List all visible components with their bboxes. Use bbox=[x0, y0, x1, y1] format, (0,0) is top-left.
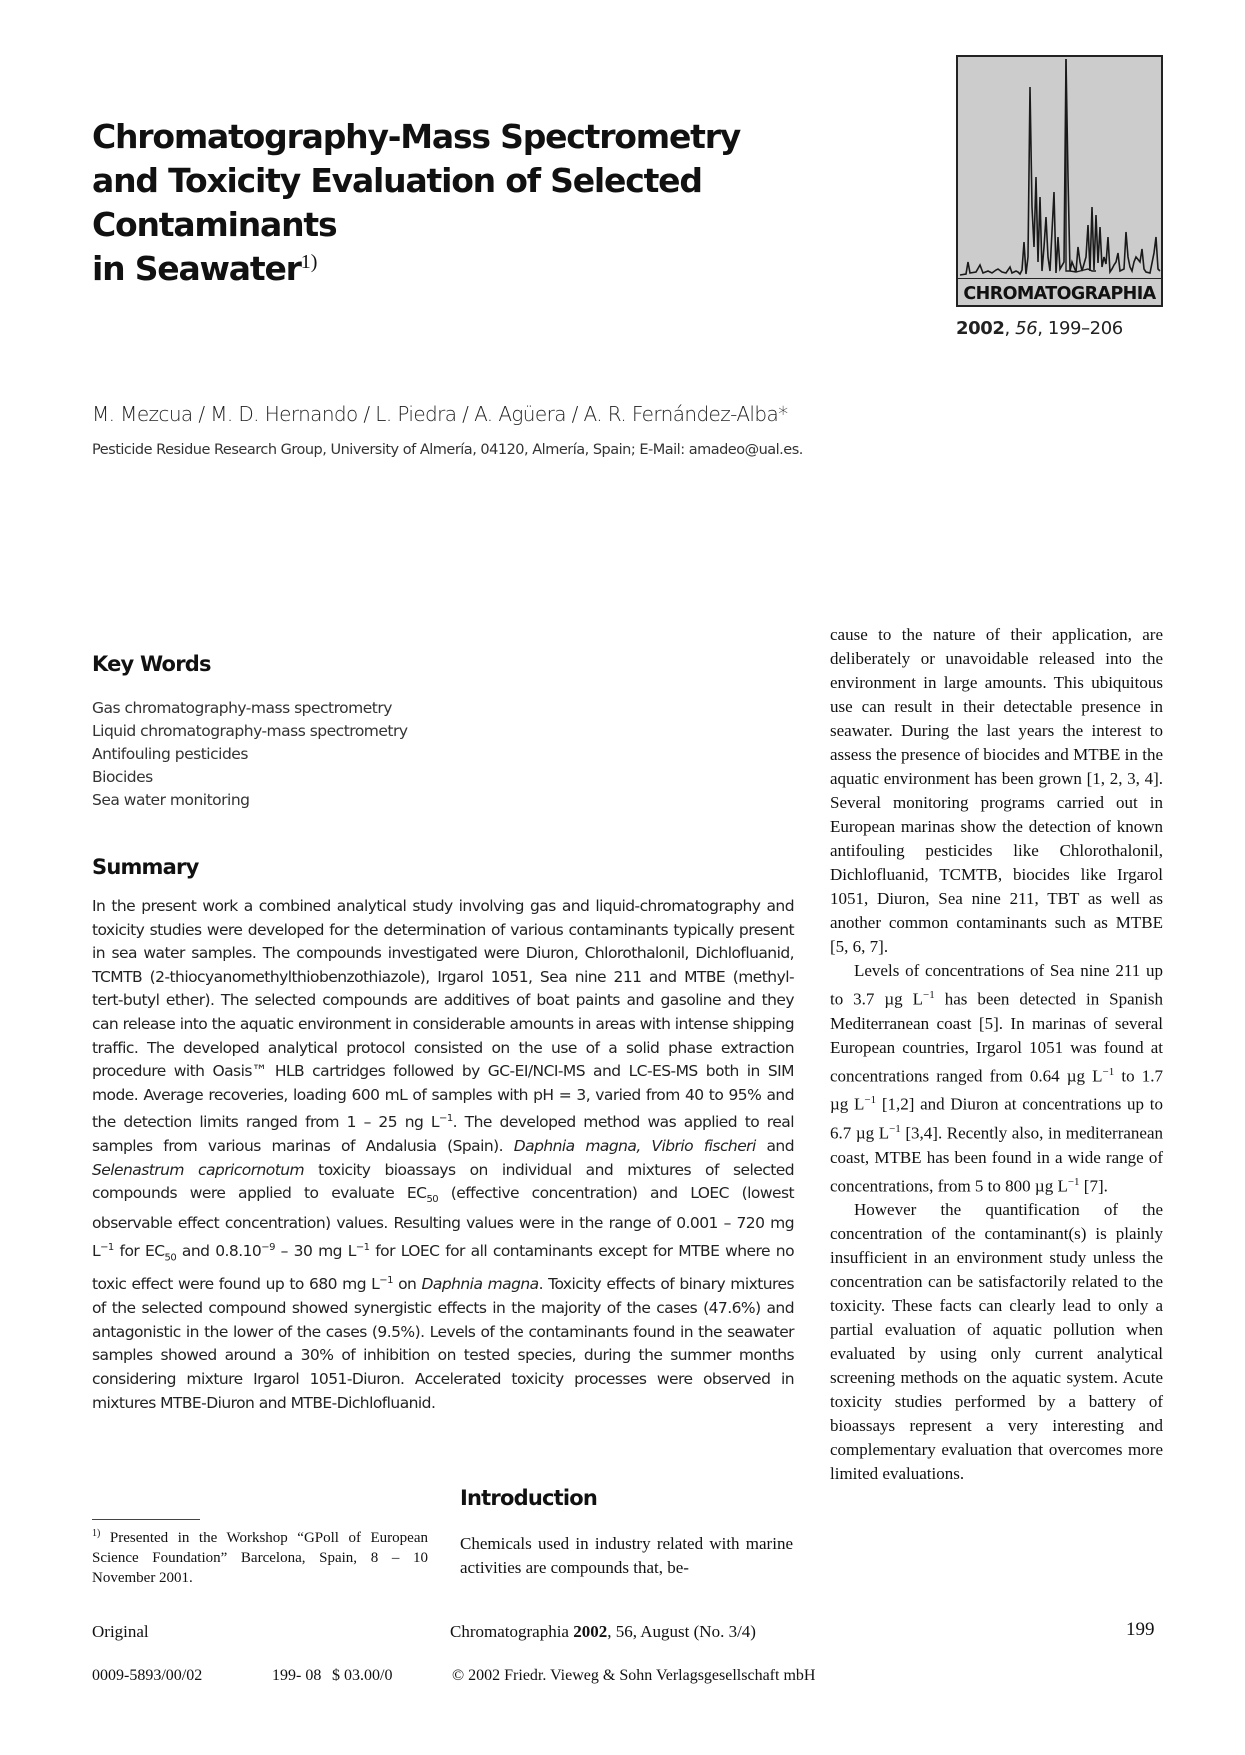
journal-name: CHROMATOGRAPHIA bbox=[963, 284, 1156, 304]
keyword-item: Antifouling pesticides bbox=[92, 745, 248, 763]
article-type-label: Original bbox=[92, 1622, 149, 1641]
right-column-text bbox=[830, 623, 1163, 1486]
footnote-marker: 1) bbox=[92, 1528, 101, 1539]
introduction-text: Chemicals used in industry related with marine activities are compounds that, be- bbox=[460, 1534, 793, 1577]
keyword-item: Sea water monitoring bbox=[92, 791, 250, 809]
copyright: © 2002 Friedr. Vieweg & Sohn Verlagsgesellschaft mbH bbox=[452, 1667, 816, 1684]
keyword-item: Biocides bbox=[92, 768, 153, 786]
introduction-heading: Introduction bbox=[460, 1486, 598, 1510]
summary-text: In the present work a combined analytical study involving gas and liquid-chromatography and toxicity studies were developed for the determination of various contaminants typically present in sea water samples. The compounds investigated were Diuron, Chlorothalonil, Dichlofluanid, TCMTB (2-thiocyanomethylthiobenzothiazole), Irgarol 1051, Sea nine 211 and MTBE (methyl-tert-butyl ether). The selected compounds are additives of boat paints and gasoline and they can release into the aquatic environment in considerable amounts in areas with intense shipping traffic. The developed analytical protocol consisted on the use of a solid phase extraction procedure with Oasis™ HLB cartridges followed by GC-EI/NCI-MS and LC-ES-MS both in SIM mode. Average recoveries, loading 600 mL of samples with pH = 3, varied from 40 to 95% and the detection limits ranged from 1 – 25 ng $L^{-1}$. The developed method was applied to real samples from various marinas of Andalusia (Spain). Daphnia magna, Vibrio fischeri and Selenastrum capricornotum toxicity bioassays on individual and mixtures of selected compounds were applied to evaluate $EC_{50}$ (effective concentration) and LOEC (lowest observable effect concentration) values. Resulting values were in the range of 0.001 – 720 mg $L^{-1}$ for $EC_{50}$ and $0.8.10^{-9} - 30$ mg $L^{-1}$ for LOEC for all contaminants except for MTBE where no toxic effect were found up to 680 mg $L^{-1}$ on Daphnia magna. Toxicity effects of binary mixtures of the selected compound showed synergistic effects in the majority of the cases (47.6%) and antagonistic in the lower of the cases (9.5%). Levels of the contaminants found in the seawater samples showed around a 30% of inhibition on tested species, during the summer months considering mixture Irgarol 1051-Diuron. Accelerated toxicity processes were observed in mixtures MTBE-Diuron and MTBE-Dichlofluanid. bbox=[92, 897, 794, 1412]
authors: M. Mezcua / M. D. Hernando / L. Piedra / A. Agüera / A. R. Fernández-Alba* bbox=[92, 402, 788, 426]
citation-year: 2002 bbox=[956, 318, 1005, 339]
affiliation: Pesticide Residue Research Group, University of Almería, 04120, Almería, Spain; E-Mail: amadeo@ual.es. bbox=[92, 442, 803, 458]
summary-heading: Summary bbox=[92, 855, 199, 879]
keyword-item: Liquid chromatography-mass spectrometry bbox=[92, 722, 408, 740]
citation: 2002, 56, 199–206 bbox=[956, 318, 1123, 339]
page-number: 199 bbox=[1126, 1619, 1155, 1640]
paragraph: However the quantification of the concentration of the contaminant(s) is plainly insufficient in an environment study unless the concentration can be satisfactorily related to the toxicity. These facts can clearly lead to only a partial evaluation of aquatic pollution when evaluated by using only current analytical screening methods on the aquatic system. Acute toxicity studies performed by a battery of bioassays represent a very interesting and complementary evaluation that overcomes more limited evaluations. bbox=[830, 1200, 1163, 1484]
paragraph: Levels of concentrations of Sea nine 211 up to 3.7 µg $L^{-1}$ has been detected in Spanish Mediterranean coast [5]. In marinas of several European countries, Irgarol 1051 was found at concentrations ranged from 0.64 µg $L^{-1}$ to 1.7 µg $L^{-1}$ [1,2] and Diuron at concentrations up to 6.7 µg $L^{-1}$ [3,4]. Recently also, in mediterranean coast, MTBE has been found in a wide range of concentrations, from 5 to 800 µg $L^{-1}$ [7]. bbox=[830, 961, 1163, 1196]
species-name: Selenastrum capricornotum bbox=[92, 1160, 305, 1179]
price: $ 03.00/0 bbox=[332, 1667, 393, 1684]
issn: 0009-5893/00/02 bbox=[92, 1667, 203, 1684]
journal-logo bbox=[956, 55, 1163, 307]
journal-issue-line: Chromatographia 2002, 56, August (No. 3/4) bbox=[450, 1622, 756, 1641]
title-footnote-marker[interactable]: 1) bbox=[300, 251, 318, 273]
keyword-item: Gas chromatography-mass spectrometry bbox=[92, 699, 392, 717]
chromatogram-peaks-icon bbox=[958, 57, 1161, 279]
citation-pages: 199–206 bbox=[1047, 318, 1123, 339]
publication-info-line bbox=[92, 1667, 815, 1685]
journal-name-band bbox=[958, 278, 1161, 305]
footnote-divider bbox=[92, 1519, 200, 1520]
footnote: $^{1)}$ Presented in the Workshop “GPoll of European Science Foundation” Barcelona, Spain, 8 – 10 November 2001. bbox=[92, 1528, 428, 1586]
citation-volume: 56 bbox=[1015, 318, 1038, 339]
page-code: 199- 08 bbox=[272, 1667, 322, 1684]
title-line-2: and Toxicity Evaluation of Selected Contaminants bbox=[92, 161, 702, 244]
paper-title bbox=[92, 115, 922, 291]
paragraph: cause to the nature of their application, are deliberately or unavoidable released into the environment in large amounts. This ubiquitous use can result in their detectable presence in seawater. During the last years the interest to assess the presence of biocides and MTBE in the aquatic environment has been grown [1, 2, 3, 4]. Several monitoring programs carried out in European marinas show the detection of known antifouling pesticides like Chlorothalonil, Dichlofluanid, TCMTB, biocides like Irgarol 1051, Diuron, Sea nine 211, TBT as well as another common contaminants such as MTBE [5, 6, 7]. bbox=[830, 625, 1163, 956]
title-line-3: in Seawater$^{1)}$ bbox=[92, 249, 318, 288]
title-line-1: Chromatography-Mass Spectrometry bbox=[92, 117, 741, 156]
keywords-list bbox=[92, 697, 408, 812]
species-name: Daphnia magna, Vibrio fischeri bbox=[513, 1137, 756, 1156]
species-name: Daphnia magna bbox=[421, 1275, 539, 1294]
keywords-heading: Key Words bbox=[92, 652, 211, 676]
